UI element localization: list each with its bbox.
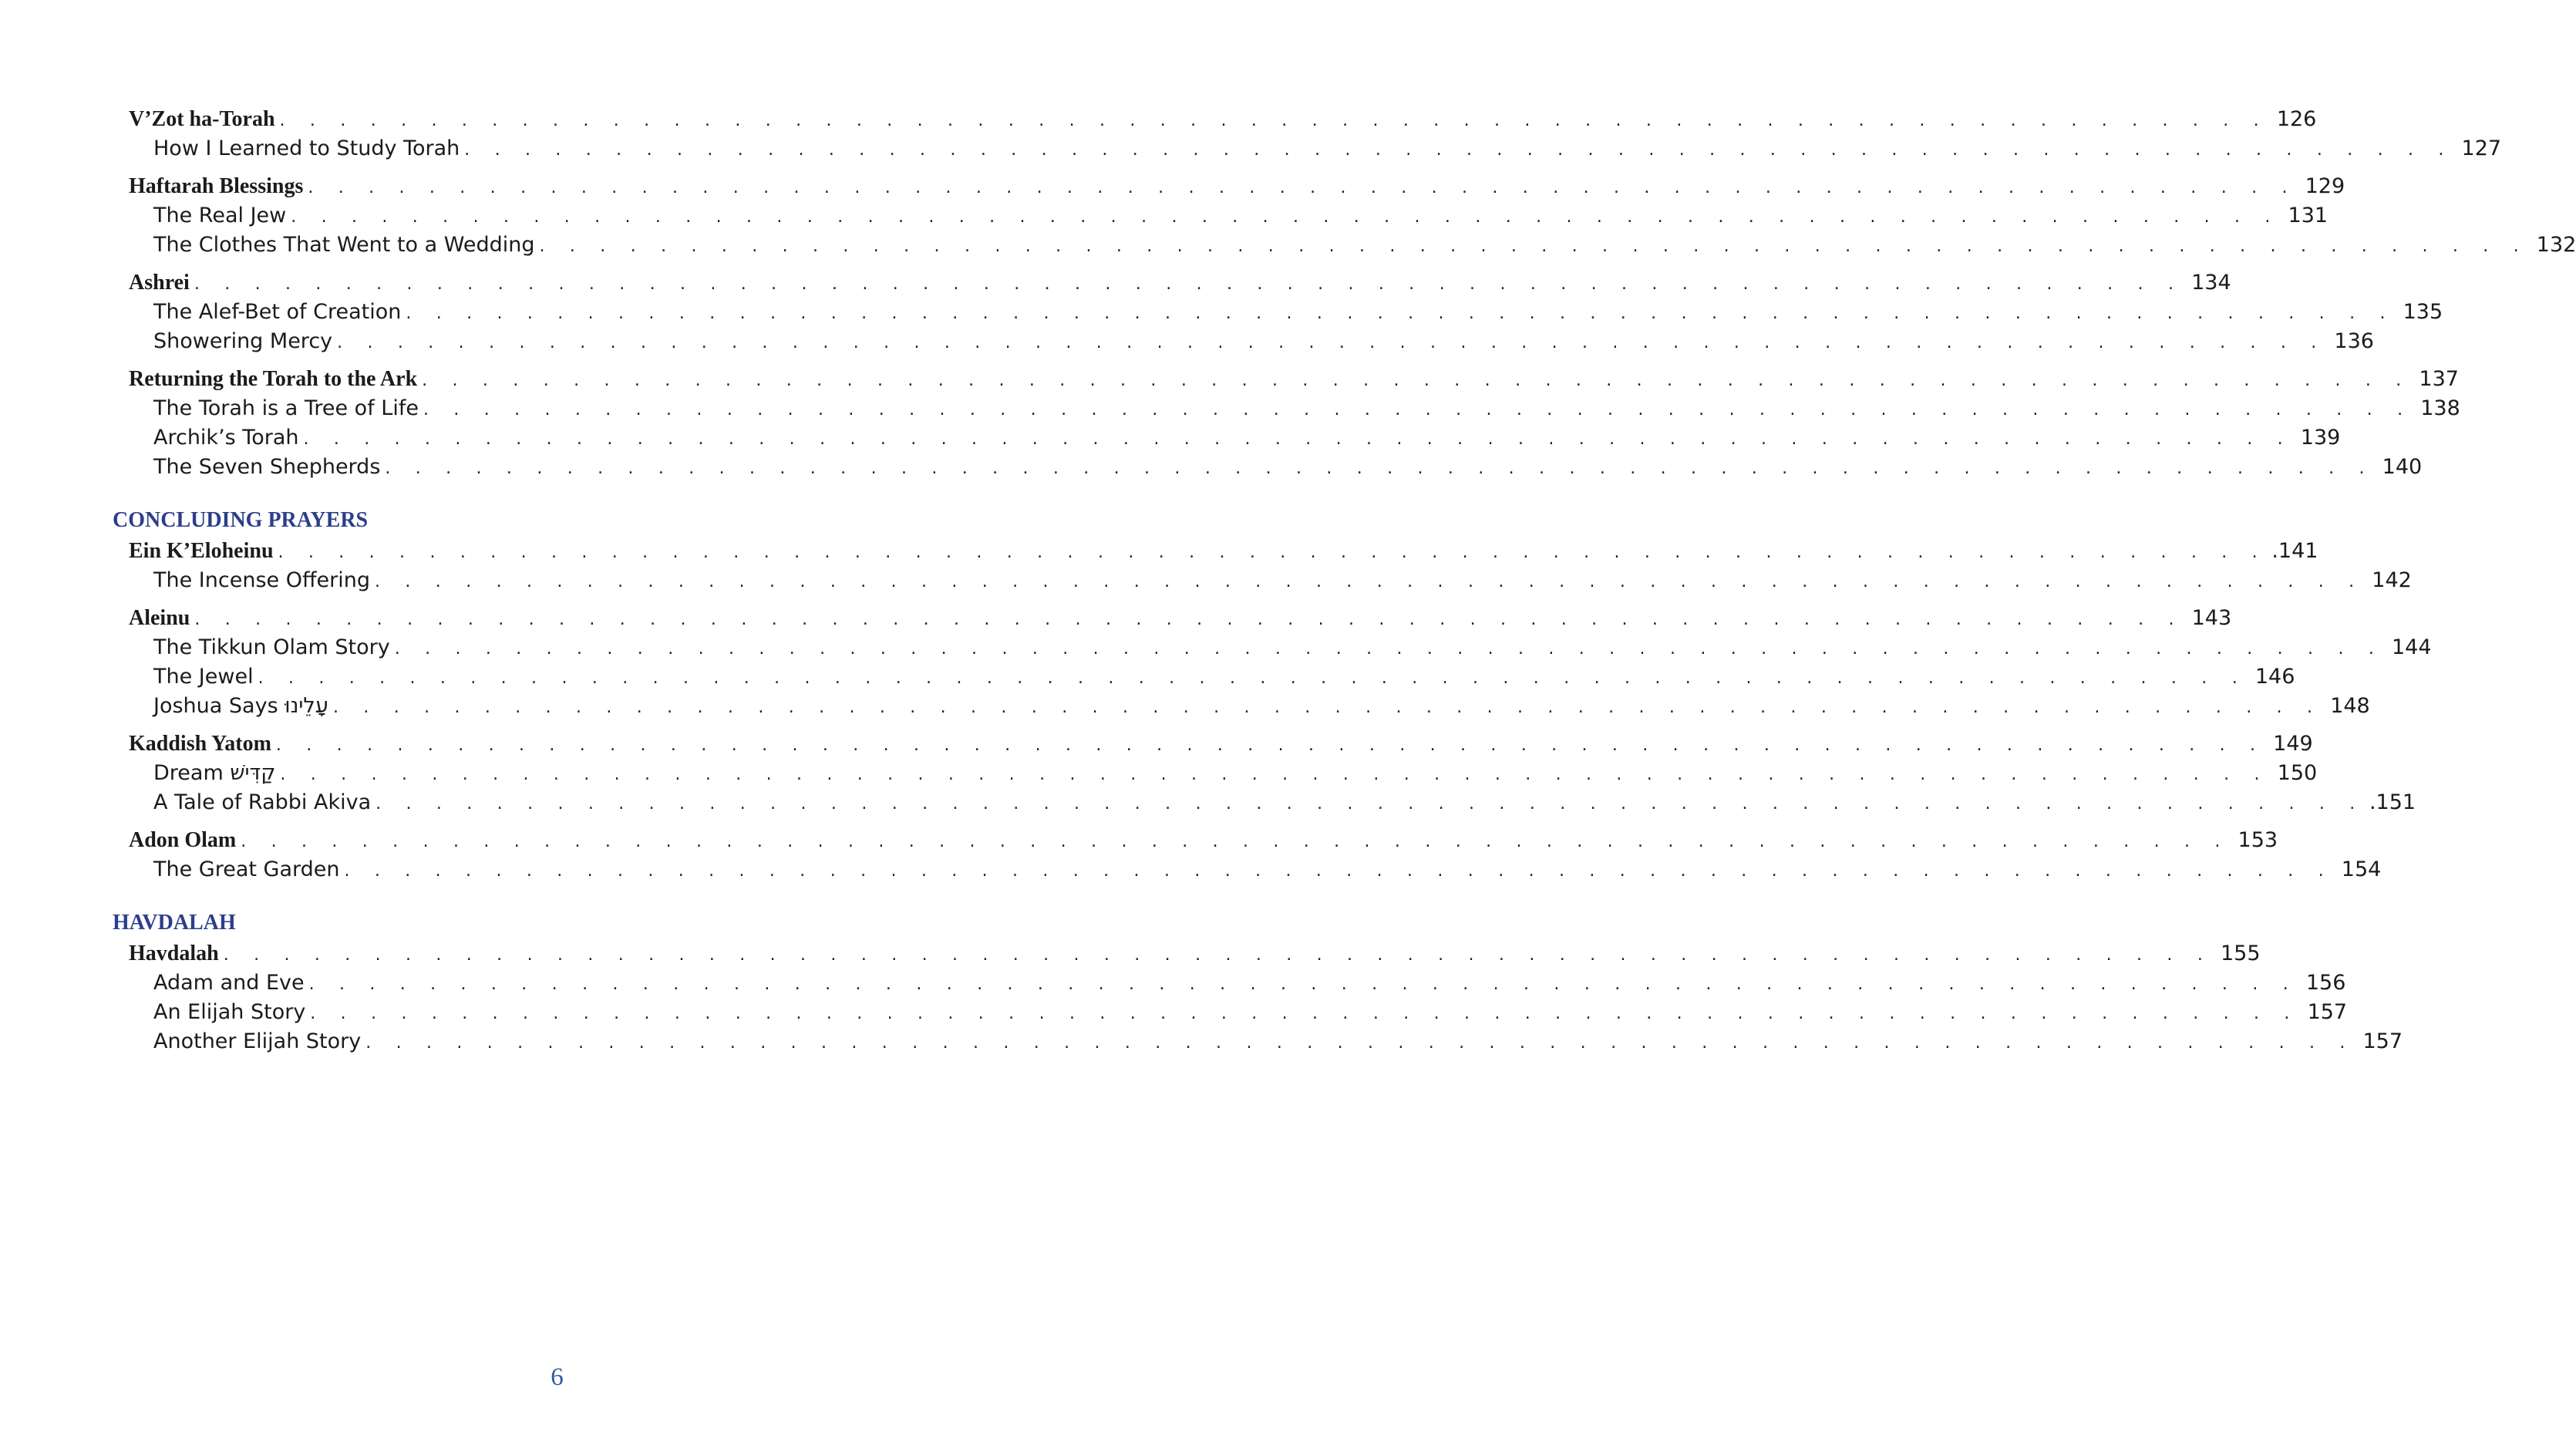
toc-subentry[interactable] — [153, 395, 2460, 423]
dot-leader: . . . . . . . . . . . . . . . . . . . . . . . . . . . . . . . . . . . . . . . . . . . . . . . . . . . . . . . . . . . . . . . . . . — [423, 400, 2413, 419]
entry-page: 150 — [2277, 761, 2318, 785]
toc-entry-havdalah[interactable] — [129, 940, 2261, 968]
entry-page: 143 — [2191, 606, 2232, 630]
entry-title: Adam and Eve — [153, 971, 305, 995]
toc-entry-returning-the-torah[interactable] — [129, 366, 2459, 393]
entry-title: V’Zot ha-Torah — [129, 107, 275, 131]
entry-title: Returning the Torah to the Ark — [129, 367, 418, 391]
dot-leader: . . . . . . . . . . . . . . . . . . . . . . . . . . . . . . . . . . . . . . . . . . . . . . . . . . . . . . . . . . . . . . . . . . — [406, 304, 2396, 323]
entry-title: The Torah is a Tree of Life — [153, 396, 419, 420]
toc-subentry[interactable] — [153, 634, 2432, 662]
dot-leader: . . . . . . . . . . . . . . . . . . . . . . . . . . . . . . . . . . . . . . . . . . . . . . . . . . . . . . . . . . . . . . . . . . — [280, 765, 2270, 784]
toc-subentry[interactable] — [153, 1028, 2403, 1056]
entry-title: Dream קַדִּישׁ — [153, 761, 276, 785]
toc-subentry[interactable] — [153, 298, 2443, 326]
dot-leader: . . . . . . . . . . . . . . . . . . . . . . . . . . . . . . . . . . . . . . . . . . . . . . . . . . . . . . . . . . . . . . . . . . — [337, 333, 2326, 352]
entry-title: Aleinu — [129, 606, 190, 630]
dot-leader: . . . . . . . . . . . . . . . . . . . . . . . . . . . . . . . . . . . . . . . . . . . . . . . . . . . . . . . . . . . . . . . . . . — [194, 275, 2184, 294]
entry-page: 154 — [2341, 857, 2382, 881]
toc-subentry[interactable] — [153, 231, 2576, 259]
entry-page: 127 — [2461, 136, 2502, 160]
dot-leader: . . . . . . . . . . . . . . . . . . . . . . . . . . . . . . . . . . . . . . . . . . . . . . . . . . . . . . . . . . . . . . . . . . — [394, 639, 2384, 659]
entry-title: The Real Jew — [153, 204, 287, 227]
toc-subentry[interactable] — [153, 135, 2502, 163]
toc-subentry[interactable] — [153, 999, 2348, 1026]
entry-title: The Clothes That Went to a Wedding — [153, 233, 535, 257]
entry-page: 148 — [2330, 694, 2370, 718]
dot-leader: . . . . . . . . . . . . . . . . . . . . . . . . . . . . . . . . . . . . . . . . . . . . . . . . . . . . . . . . . . . . . . . . . . — [291, 207, 2281, 227]
entry-page: 136 — [2334, 329, 2374, 353]
entry-title: The Great Garden — [153, 857, 340, 881]
toc-subentry[interactable] — [153, 202, 2329, 230]
toc-subentry[interactable] — [153, 453, 2423, 481]
dot-leader: . . . . . . . . . . . . . . . . . . . . . . . . . . . . . . . . . . . . . . . . . . . . . . . . . . . . . . . . . . . . . . . . . . — [308, 975, 2298, 994]
toc-entry-haftarah-blessings[interactable] — [129, 173, 2345, 200]
toc-subentry[interactable] — [153, 328, 2374, 355]
entry-title: Ein K’Eloheinu — [129, 539, 274, 563]
toc-entry-aleinu[interactable] — [129, 605, 2232, 632]
entry-page: 156 — [2305, 971, 2346, 995]
dot-leader: . . . . . . . . . . . . . . . . . . . . . . . . . . . . . . . . . . . . . . . . . . . . . . . . . . . . . . . . . . . . . . . . . . — [344, 861, 2334, 881]
page-number: 6 — [551, 1363, 564, 1391]
dot-leader: . . . . . . . . . . . . . . . . . . . . . . . . . . . . . . . . . . . . . . . . . . . . . . . . . . . . . . . . . . . . . . . . . . — [332, 698, 2322, 717]
dot-leader: . . . . . . . . . . . . . . . . . . . . . . . . . . . . . . . . . . . . . . . . . . . . . . . . . . . . . . . . . . . . . . . . . . — [310, 1004, 2300, 1023]
dot-leader: . . . . . . . . . . . . . . . . . . . . . . . . . . . . . . . . . . . . . . . . . . . . . . . . . . . . . . . . . . . . . . . . . . — [385, 459, 2375, 478]
entry-page: .141 — [2271, 539, 2318, 563]
dot-leader: . . . . . . . . . . . . . . . . . . . . . . . . . . . . . . . . . . . . . . . . . . . . . . . . . . . . . . . . . . . . . . . . . . — [303, 430, 2293, 449]
entry-title: Archik’s Torah — [153, 426, 299, 450]
entry-page: 139 — [2300, 426, 2341, 450]
entry-title: Havdalah — [129, 942, 219, 965]
dot-leader: . . . . . . . . . . . . . . . . . . . . . . . . . . . . . . . . . . . . . . . . . . . . . . . . . . . . . . . . . . . . . . . . . . — [375, 794, 2365, 814]
entry-page: .151 — [2369, 790, 2416, 814]
entry-page: 126 — [2276, 107, 2317, 131]
toc-subentry[interactable] — [153, 424, 2341, 452]
entry-page: 157 — [2307, 1000, 2348, 1024]
toc-entry-ashrei[interactable] — [129, 269, 2231, 297]
toc-subentry[interactable] — [153, 969, 2346, 997]
entry-title: The Incense Offering — [153, 568, 371, 592]
dot-leader: . . . . . . . . . . . . . . . . . . . . . . . . . . . . . . . . . . . . . . . . . . . . . . . . . . . . . . . . . . . . . . . . . . — [365, 1033, 2355, 1053]
entry-title: The Jewel — [153, 665, 254, 689]
toc-subentry[interactable] — [153, 692, 2370, 720]
toc-entry-kaddish-yatom[interactable] — [129, 730, 2313, 758]
entry-page: 142 — [2372, 568, 2412, 592]
entry-title: Kaddish Yatom — [129, 732, 271, 756]
dot-leader: . . . . . . . . . . . . . . . . . . . . . . . . . . . . . . . . . . . . . . . . . . . . . . . . . . . . . . . . . . . . . . . . . . — [464, 140, 2454, 160]
dot-leader: . . . . . . . . . . . . . . . . . . . . . . . . . . . . . . . . . . . . . . . . . . . . . . . . . . . . . . . . . . . . . . . . . . — [275, 736, 2265, 755]
entry-title: A Tale of Rabbi Akiva — [153, 790, 372, 814]
entry-page: 144 — [2391, 635, 2432, 659]
toc-subentry[interactable] — [153, 789, 2416, 817]
entry-title: Ashrei — [129, 271, 190, 295]
dot-leader: . . . . . . . . . . . . . . . . . . . . . . . . . . . . . . . . . . . . . . . . . . . . . . . . . . . . . . . . . . . . . . . . . . — [375, 572, 2364, 591]
entry-page: 140 — [2382, 455, 2423, 479]
toc-subentry[interactable] — [153, 856, 2382, 884]
dot-leader: . . . . . . . . . . . . . . . . . . . . . . . . . . . . . . . . . . . . . . . . . . . . . . . . . . . . . . . . . . . . . . . . . . — [278, 543, 2268, 562]
dot-leader: . . . . . . . . . . . . . . . . . . . . . . . . . . . . . . . . . . . . . . . . . . . . . . . . . . . . . . . . . . . . . . . . . . — [258, 669, 2248, 688]
entry-page: 146 — [2254, 665, 2295, 689]
entry-page: 138 — [2420, 396, 2460, 420]
section-heading-havdalah: HAVDALAH — [113, 911, 236, 935]
entry-title: How I Learned to Study Torah — [153, 136, 460, 160]
entry-page: 155 — [2220, 942, 2261, 965]
entry-title: An Elijah Story — [153, 1000, 306, 1024]
entry-title: The Alef-Bet of Creation — [153, 300, 402, 324]
entry-title: Another Elijah Story — [153, 1029, 362, 1053]
entry-page: 157 — [2362, 1029, 2403, 1053]
toc-entry-adon-olam[interactable] — [129, 827, 2278, 854]
entry-page: 131 — [2288, 204, 2329, 227]
toc-entry-ein-keloheinu[interactable] — [129, 537, 2318, 565]
section-heading-concluding-prayers: CONCLUDING PRAYERS — [113, 508, 369, 532]
entry-title: Haftarah Blessings — [129, 174, 304, 198]
entry-title: Joshua Says עָלֵינוּ — [153, 694, 328, 718]
entry-title: Showering Mercy — [153, 329, 333, 353]
dot-leader: . . . . . . . . . . . . . . . . . . . . . . . . . . . . . . . . . . . . . . . . . . . . . . . . . . . . . . . . . . . . . . . . . . — [539, 237, 2529, 256]
entry-title: The Tikkun Olam Story — [153, 635, 390, 659]
dot-leader: . . . . . . . . . . . . . . . . . . . . . . . . . . . . . . . . . . . . . . . . . . . . . . . . . . . . . . . . . . . . . . . . . . — [308, 178, 2298, 197]
dot-leader: . . . . . . . . . . . . . . . . . . . . . . . . . . . . . . . . . . . . . . . . . . . . . . . . . . . . . . . . . . . . . . . . . . — [241, 832, 2231, 851]
entry-page: 149 — [2273, 732, 2313, 756]
entry-page: 135 — [2403, 300, 2443, 324]
entry-title: Adon Olam — [129, 828, 237, 852]
toc-entry-vzot-ha-torah[interactable] — [129, 106, 2317, 133]
entry-page: 134 — [2191, 271, 2231, 295]
toc-subentry[interactable] — [153, 567, 2412, 595]
dot-leader: . . . . . . . . . . . . . . . . . . . . . . . . . . . . . . . . . . . . . . . . . . . . . . . . . . . . . . . . . . . . . . . . . . — [279, 111, 2269, 130]
dot-leader: . . . . . . . . . . . . . . . . . . . . . . . . . . . . . . . . . . . . . . . . . . . . . . . . . . . . . . . . . . . . . . . . . . — [223, 945, 2213, 965]
toc-subentry[interactable] — [153, 760, 2318, 787]
dot-leader: . . . . . . . . . . . . . . . . . . . . . . . . . . . . . . . . . . . . . . . . . . . . . . . . . . . . . . . . . . . . . . . . . . — [194, 610, 2184, 629]
dot-leader: . . . . . . . . . . . . . . . . . . . . . . . . . . . . . . . . . . . . . . . . . . . . . . . . . . . . . . . . . . . . . . . . . . — [422, 371, 2411, 390]
toc-subentry[interactable] — [153, 663, 2295, 691]
entry-page: 132 — [2536, 233, 2576, 257]
entry-page: 137 — [2419, 367, 2459, 391]
entry-page: 129 — [2305, 174, 2345, 198]
entry-title: The Seven Shepherds — [153, 455, 381, 479]
entry-page: 153 — [2238, 828, 2278, 852]
